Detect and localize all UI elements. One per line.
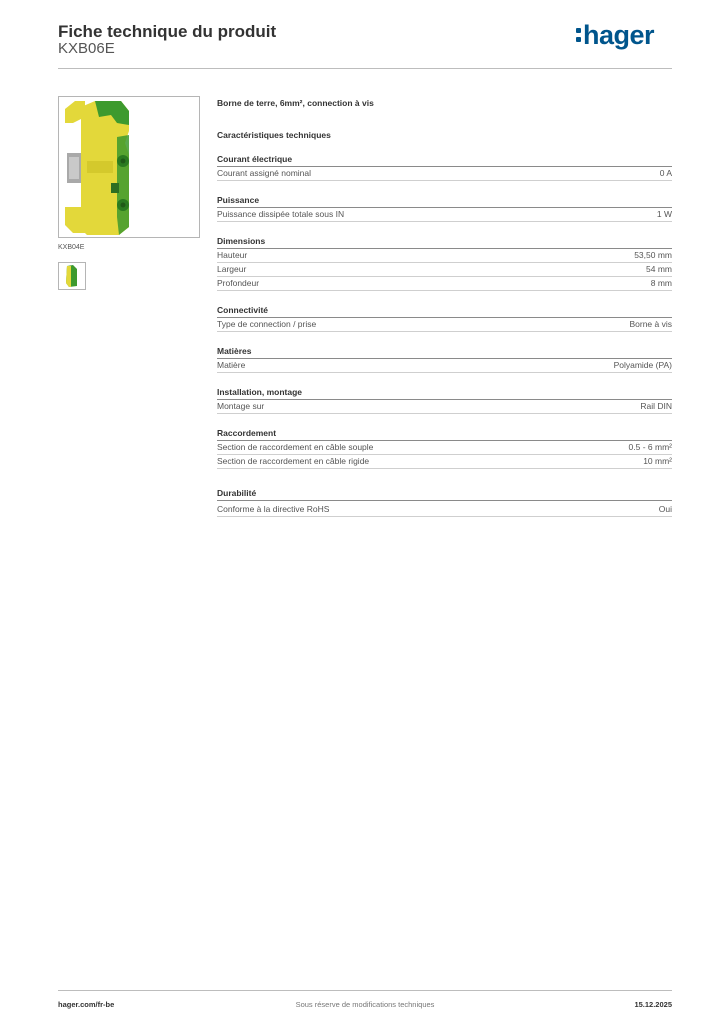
spec-row [217,167,672,181]
spec-label: Hauteur [217,250,248,260]
spec-row [217,441,672,455]
spec-value: 1 W [656,209,672,219]
spec-group-title: Puissance [217,194,672,208]
footer-website-link[interactable]: hager.com/fr-be [58,1000,115,1009]
footer-date: 15.12.2025 [634,1000,672,1009]
characteristics-title: Caractéristiques techniques [217,130,331,140]
spec-label: Type de connection / prise [217,319,317,329]
spec-group-title: Dimensions [217,235,672,249]
spec-group-connectivite [217,304,672,332]
spec-value: 10 mm² [643,456,672,466]
spec-label: Conforme à la directive RoHS [217,504,330,514]
spec-row [217,208,672,222]
spec-group-courant [217,153,672,181]
spec-group-dimensions [217,235,672,291]
spec-label: Section de raccordement en câble rigide [217,456,370,466]
spec-row [217,400,672,414]
spec-group-title: Installation, montage [217,386,672,400]
spec-label: Puissance dissipée totale sous IN [217,209,345,219]
spec-row [217,455,672,469]
spec-value: 0.5 - 6 mm² [628,442,672,452]
page-footer [58,990,672,1015]
spec-group-title: Connectivité [217,304,672,318]
spec-value: Rail DIN [640,401,672,411]
spec-value: Oui [658,504,672,514]
spec-row [217,263,672,277]
terminal-block-illustration [59,97,199,237]
spec-row [217,359,672,373]
page-title: Fiche technique du produit [58,22,277,41]
spec-group-title: Durabilité [217,487,672,501]
spec-value: 0 A [659,168,672,178]
spec-row [217,249,672,263]
spec-content [217,96,672,530]
spec-row [217,277,672,291]
hager-logo [576,20,654,51]
image-caption: KXB04E [58,244,85,251]
spec-group-durabilite [217,487,672,517]
spec-value: 8 mm [650,278,672,288]
spec-label: Montage sur [217,401,265,411]
product-description: Borne de terre, 6mm², connection à vis [217,98,374,108]
spec-label: Courant assigné nominal [217,168,312,178]
spec-label: Section de raccordement en câble souple [217,442,374,452]
thumbnail-image [59,263,85,289]
page-header [58,20,672,68]
product-thumbnail[interactable] [58,262,86,290]
spec-group-puissance [217,194,672,222]
header-divider [58,68,672,69]
spec-row [217,318,672,332]
spec-group-raccordement [217,427,672,469]
logo-dots-icon [576,20,582,48]
spec-group-title: Raccordement [217,427,672,441]
product-image[interactable] [58,96,200,238]
spec-value: 54 mm [646,264,672,274]
product-code: KXB06E [58,40,115,57]
spec-label: Largeur [217,264,247,274]
spec-label: Matière [217,360,246,370]
spec-row [217,503,672,517]
spec-value: Borne à vis [629,319,672,329]
spec-value: 53,50 mm [634,250,672,260]
spec-group-installation [217,386,672,414]
logo-text: hager [582,20,654,50]
spec-value: Polyamide (PA) [613,360,672,370]
spec-group-title: Matières [217,345,672,359]
footer-disclaimer: Sous réserve de modifications techniques [295,1000,435,1009]
spec-group-title: Courant électrique [217,153,672,167]
spec-label: Profondeur [217,278,260,288]
spec-group-matieres [217,345,672,373]
